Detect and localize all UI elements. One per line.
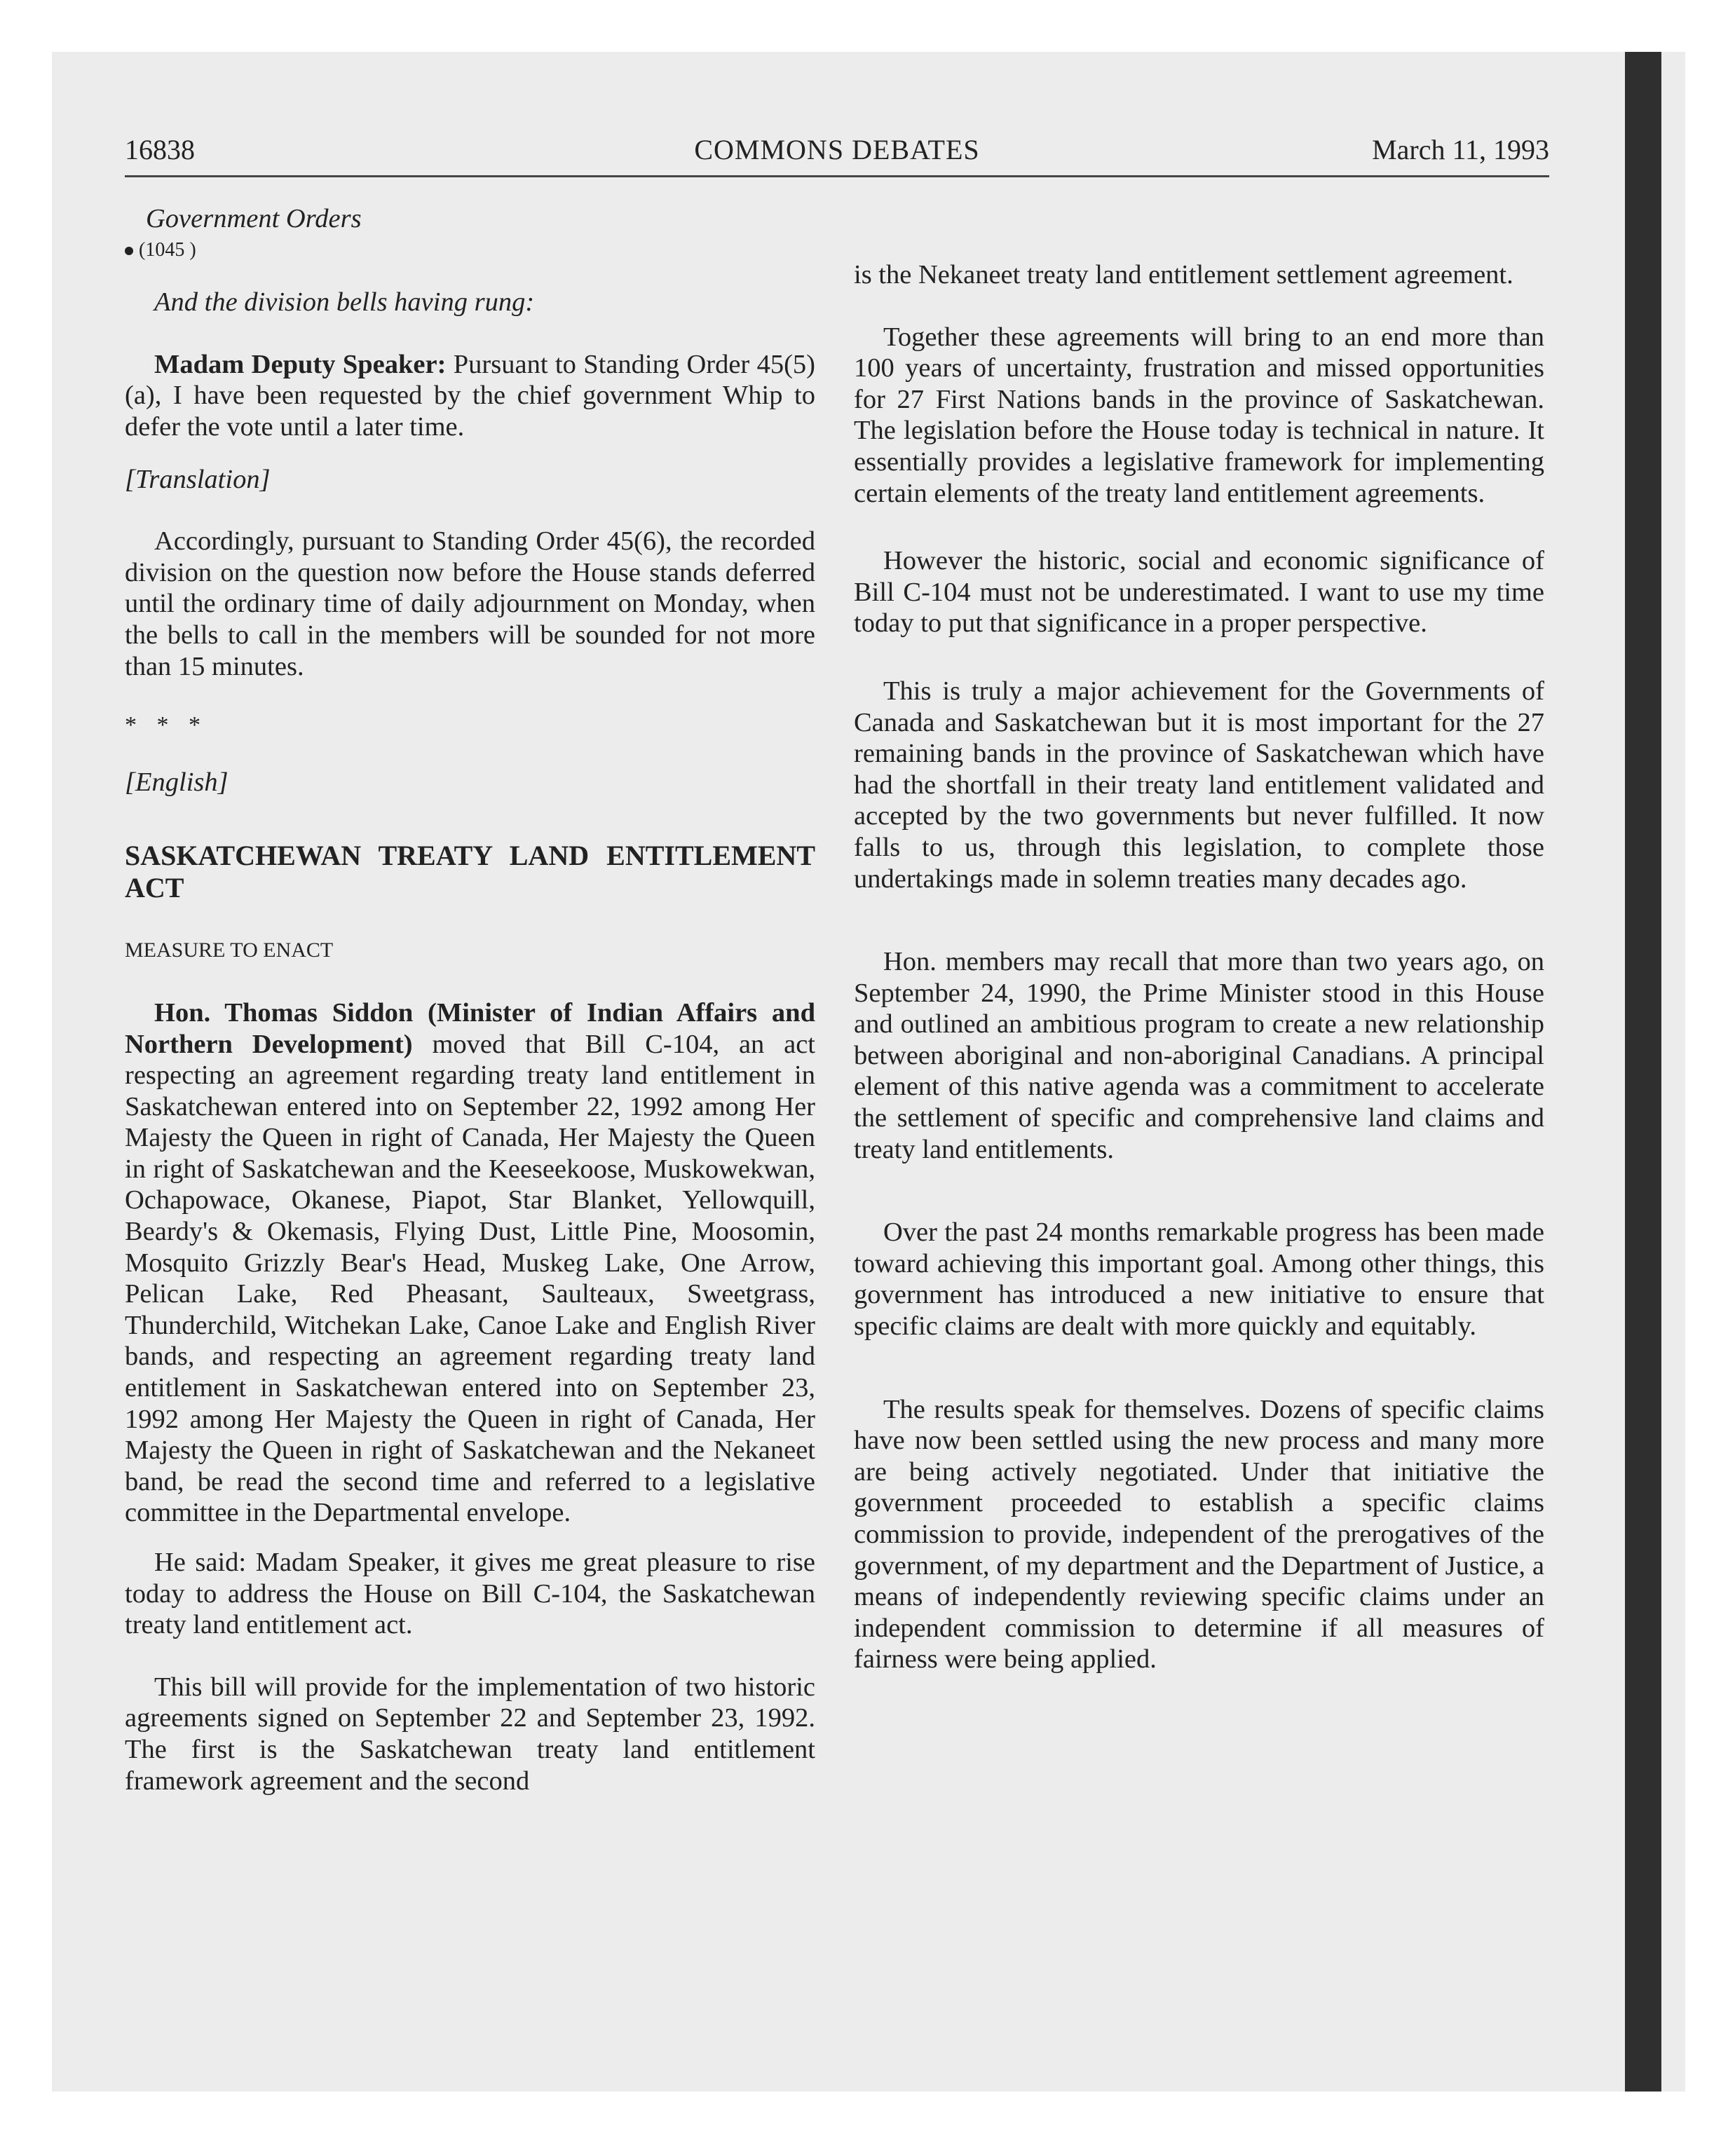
measure-subheading: MEASURE TO ENACT bbox=[125, 939, 334, 962]
paragraph bbox=[125, 997, 815, 1529]
paragraph-text: moved that Bill C-104, an act respecting an agreement regarding treaty land entitlement in Saskatchewan entered into on September 22, 1992 among Her Majesty the Queen in right of Canada, Her Majesty the Queen in right of Saskatchewan and the Keeseekoose, Muskowekwan, Ochapowace, Okanese, Piapot, Star Blanket, Yellowquill, Beardy's & Okemasis, Flying Dust, Little Pine, Moosomin, Mosquito Grizzly Bear's Head, Muskeg Lake, One Arrow, Pelican Lake, Red Pheasant, Saulteaux, Sweetgrass, Thunderchild, Witchekan Lake, Canoe Lake and English River bands, and respecting an agreement regarding treaty land entitlement in Saskatchewan entered into on September 23, 1992 among Her Majesty the Queen in right of Canada, Her Majesty the Queen in right of Saskatchewan and the Nekaneet band, be read the second time and referred to a legislative committee in the Departmental envelope. bbox=[125, 1029, 816, 1528]
publication-title: COMMONS DEBATES bbox=[694, 134, 980, 165]
paragraph: Over the past 24 months remarkable progress has been made toward achieving this important goal. Among other things, this government has introduced a new initiative to ensure that specific claims are dealt with more quickly and equitably. bbox=[854, 1217, 1544, 1342]
speaker-name: Madam Deputy Speaker: bbox=[154, 349, 447, 379]
division-bells: And the division bells having rung: bbox=[154, 287, 535, 318]
header-date: March 11, 1993 bbox=[1372, 134, 1549, 165]
timestamp bbox=[125, 235, 815, 266]
translation-label: [Translation] bbox=[125, 464, 271, 494]
paragraph: However the historic, social and economic significance of Bill C-104 must not be underestimated. I want to use my time today to put that significance in a proper perspective. bbox=[854, 546, 1544, 639]
paragraph-text: Pursuant to Standing Order 45(5)(a), I have been requested by the chief government Whip to defer the vote until a later time. bbox=[125, 349, 815, 442]
section-label: Government Orders bbox=[146, 204, 362, 233]
paragraph: Hon. members may recall that more than two years ago, on September 24, 1990, the Prime Minister stood in this House and outlined an ambitious program to create a new relationship between aboriginal and non-aboriginal Canadians. A principal element of this native agenda was a commitment to accelerate the settlement of specific and comprehensive land claims and treaty land entitlements. bbox=[854, 947, 1544, 1164]
paragraph bbox=[125, 349, 815, 443]
paragraph: The results speak for themselves. Dozens of specific claims have now been settled using the new process and many more are being actively negotiated. Under that initiative the government proceeded to establish a specific claims commission to provide, independent of the prerogatives of the government, of my department and the Department of Justice, a means of independently reviewing specific claims under an independent commission to determine if all measures of fairness were being applied. bbox=[854, 1394, 1544, 1674]
paragraph: Together these agreements will bring to an end more than 100 years of uncertainty, frustration and missed opportunities for 27 First Nations bands in the province of Saskatchewan. The legislation before the House today is technical in nature. It essentially provides a legislative framework for implementing certain elements of the treaty land entitlement agreements. bbox=[854, 322, 1544, 508]
page-header bbox=[125, 133, 1549, 177]
speaker-name: Hon. Thomas Siddon (Minister of Indian Affairs and Northern Development) bbox=[125, 997, 815, 1059]
english-label: [English] bbox=[125, 767, 229, 797]
scan-edge-bar bbox=[1625, 52, 1661, 2092]
paragraph: Accordingly, pursuant to Standing Order 45(6), the recorded division on the question now before the House stands deferred until the ordinary time of daily adjournment on Monday, when the bells to call in the members will be sounded for not more than 15 minutes. bbox=[125, 526, 815, 681]
act-title: SASKATCHEWAN TREATY LAND ENTITLEMENT ACT bbox=[125, 840, 815, 904]
paragraph: He said: Madam Speaker, it gives me great pleasure to rise today to address the House on Bill C-104, the Saskatchewan treaty land entitlement act. bbox=[125, 1548, 815, 1640]
paragraph: This is truly a major achievement for the Governments of Canada and Saskatchewan but it is most important for the 27 remaining bands in the province of Saskatchewan which have had the shortfall in their treaty land entitlement validated and accepted by the two governments but never fulfilled. It now falls to us, through this legislation, to complete those undertakings made in solemn treaties many decades ago. bbox=[854, 676, 1544, 894]
section-separator: * * * bbox=[125, 712, 207, 739]
paragraph: is the Nekaneet treaty land entitlement settlement agreement. bbox=[854, 260, 1513, 289]
right-column bbox=[854, 259, 1544, 1675]
bullet-icon bbox=[125, 247, 133, 255]
timestamp-text: (1045 ) bbox=[139, 238, 196, 261]
paragraph: This bill will provide for the implementation of two historic agreements signed on September 22 and September 23, 1992. The first is the Saskatchewan treaty land entitlement framework agreement and the second bbox=[125, 1672, 815, 1796]
page-number: 16838 bbox=[125, 134, 195, 165]
left-column bbox=[125, 203, 815, 1796]
